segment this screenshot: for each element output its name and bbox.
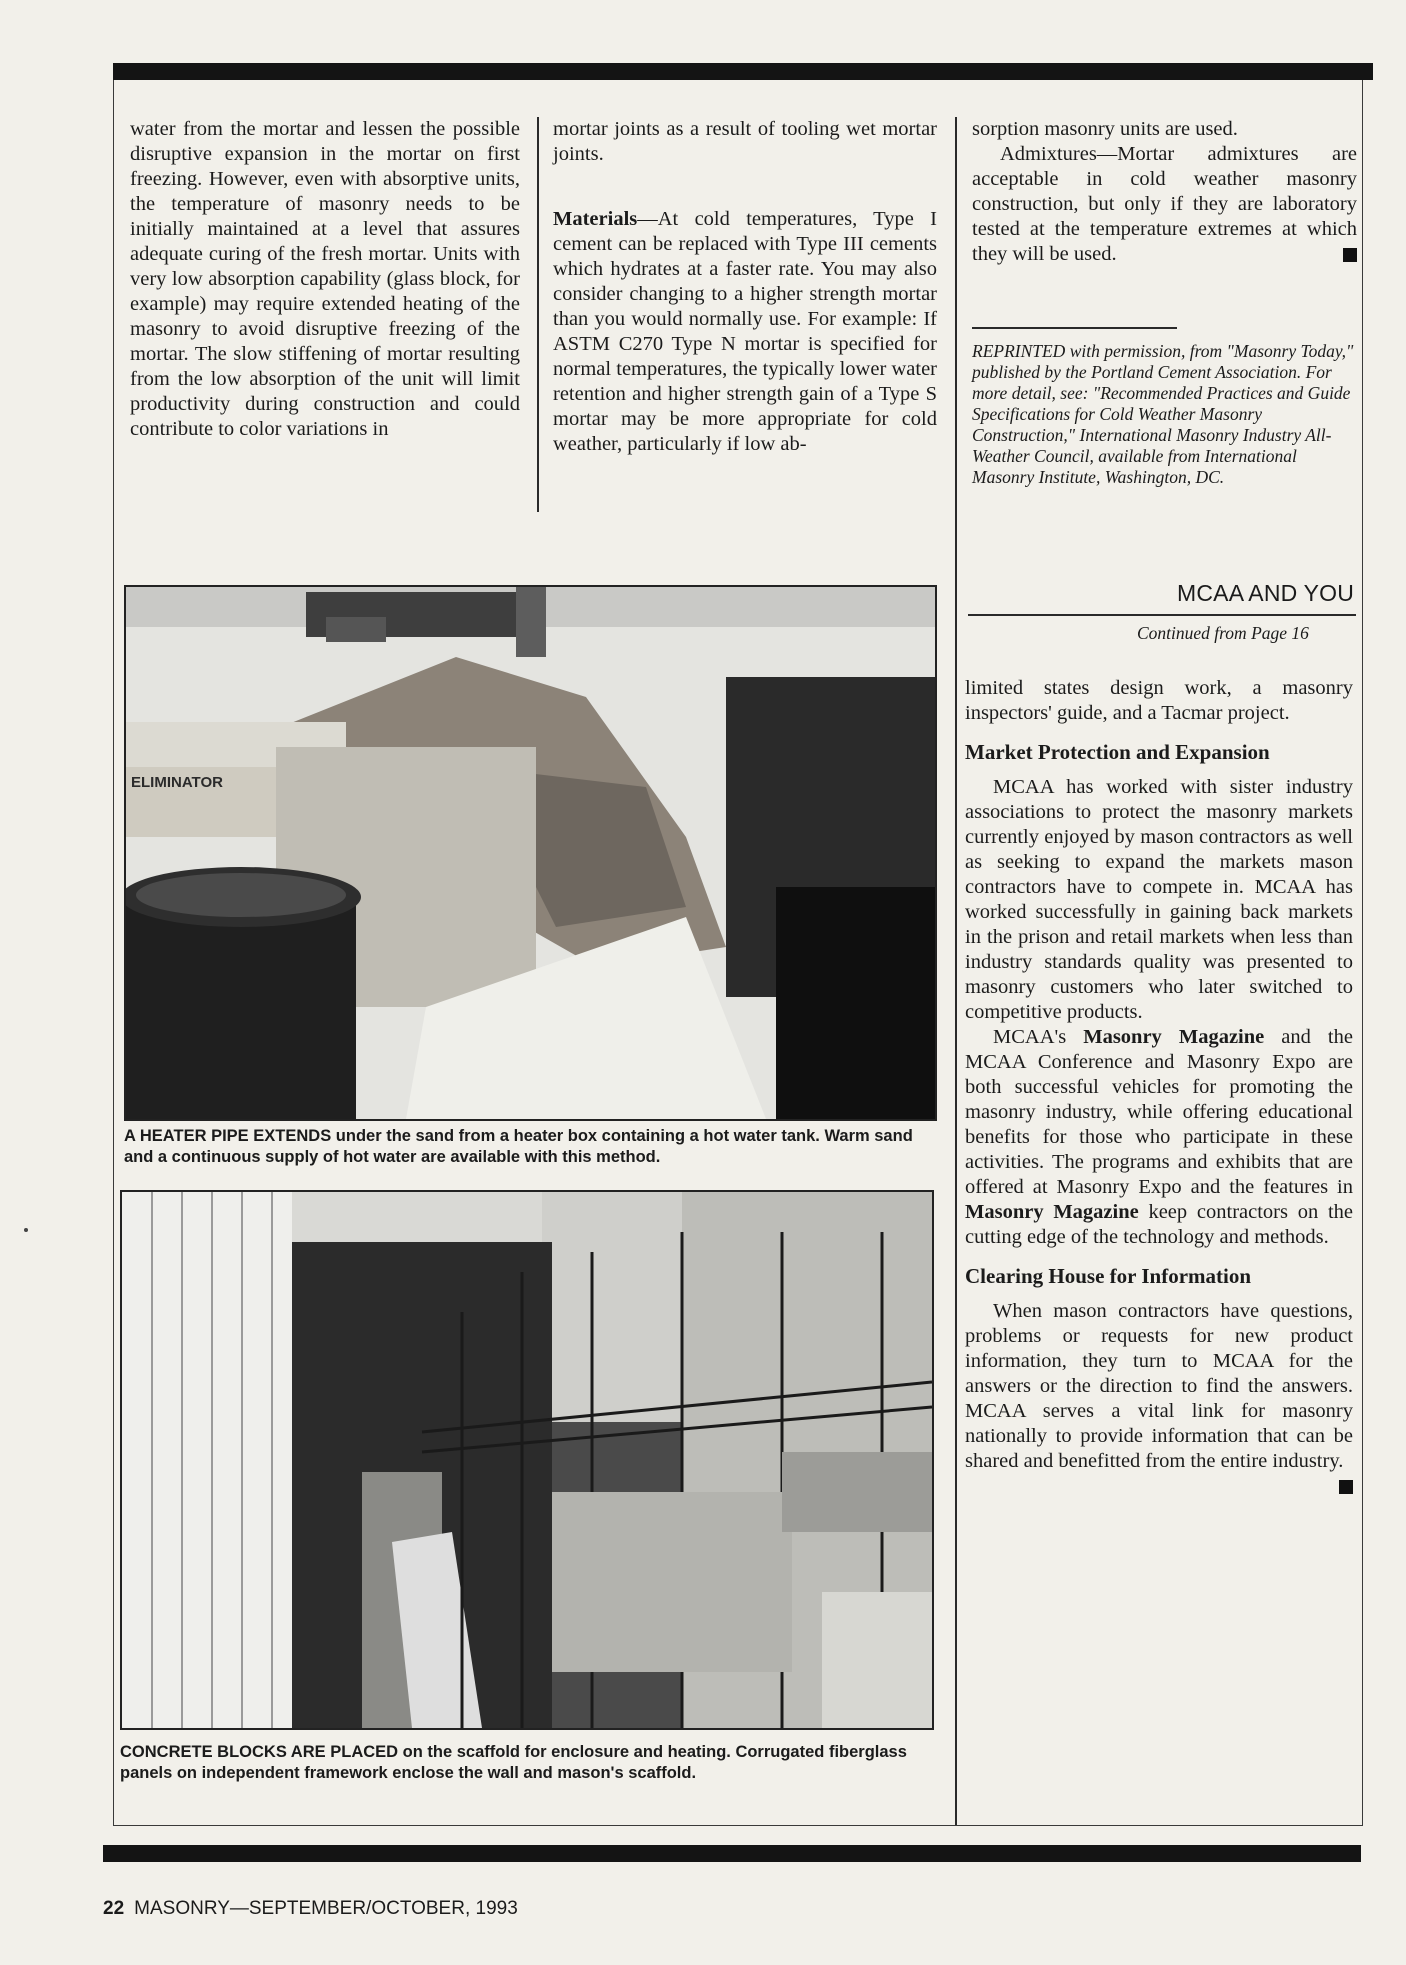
- admixtures-paragraph: [972, 142, 1357, 267]
- section-rule: [968, 614, 1356, 616]
- end-mark-icon: [1343, 248, 1357, 262]
- photo-scaffold-enclosure: [120, 1190, 934, 1730]
- p5-text-c: and the MCAA Conference and Masonry Expo are both successful vehicles for promoting the masonry industry, while offering educational benefits for those who participate in these activities. The programs and exhibits that are offered at Masonry Expo and the features in: [965, 1026, 1353, 1198]
- col1-paragraph: water from the mortar and lessen the possible disruptive expansion in the mortar on first freezing. However, even with absorptive units, the temperature of masonry needs to be initially maintained at a level that assures adequate curing of the fresh mortar. Units with very low absorption capability (glass block, for example) may require extended heating of the masonry to avoid disruptive freezing of the mortar. The slow stiffening of mortar resulting from the low absorption of the unit will limit productivity during construction and could contribute to color variations in: [130, 118, 520, 440]
- page-number: 22: [103, 1898, 125, 1919]
- column-3-top: [972, 117, 1357, 267]
- col3-p5: [965, 1025, 1353, 1250]
- column-divider-1: [537, 117, 539, 512]
- heading-clearing: Clearing House for Information: [965, 1264, 1252, 1288]
- end-mark-icon: [1339, 1480, 1353, 1494]
- page-footer: [103, 1898, 518, 1920]
- issue-line: MASONRY—SEPTEMBER/OCTOBER, 1993: [134, 1898, 518, 1919]
- continued-note: Continued from Page 16: [1137, 623, 1309, 643]
- col3-p6-text: When mason contractors have questions, problems or requests for new product information, they turn to MCAA for the answers or the direction to find the answers. MCAA serves a vital link for masonry nationally to provide information that can be shared and benefitted from the entire industry.: [965, 1300, 1353, 1472]
- column-1: [130, 117, 520, 442]
- col3-p4: MCAA has worked with sister industry associations to protect the masonry markets currently enjoyed by mason contractors as well as seeking to expand the markets mason contractors have to compete in. MCAA has worked successfully in gaining back markets in the prison and retail markets when less than industry standards quality was presented to masonry customers who later switched to competitive products.: [965, 776, 1353, 1023]
- admixtures-text: Admixtures—Mortar admixtures are acceptable in cold weather masonry construction, but only if they are laboratory tested at the temperature extremes at which they will be used.: [972, 143, 1357, 265]
- col3-p1: sorption masonry units are used.: [972, 118, 1238, 140]
- photo-heater-box: [124, 585, 937, 1121]
- print-speck: [24, 1228, 28, 1232]
- materials-text: —At cold temperatures, Type I cement can be replaced with Type III cements which hydrates at a faster rate. You may also consider changing to a higher strength mortar than you would normally use. For example: If ASTM C270 Type N mortar is specified for normal temperatures, the typically lower water retention and higher strength gain of a Type S mortar may be more appropriate for cold weather, particularly if low ab-: [553, 208, 937, 455]
- section-title: MCAA AND YOU: [1177, 580, 1355, 606]
- materials-runin: Materials: [553, 208, 638, 230]
- photo2-caption: CONCRETE BLOCKS ARE PLACED on the scaffold for enclosure and heating. Corrugated fiberglass panels on independent framework enclose the wall and mason's scaffold.: [120, 1743, 907, 1782]
- col3-p3: limited states design work, a masonry inspectors' guide, and a Tacmar project.: [965, 677, 1353, 724]
- heading-market: Market Protection and Expansion: [965, 740, 1270, 764]
- col3-p6: [965, 1299, 1353, 1474]
- materials-paragraph: [553, 207, 937, 457]
- photo1-caption: A HEATER PIPE EXTENDS under the sand from a heater box containing a hot water tank. Warm sand and a continuous supply of hot water are available with this method.: [124, 1127, 913, 1166]
- p5-text-a: MCAA's: [993, 1026, 1084, 1048]
- col2-intro: mortar joints as a result of tooling wet mortar joints.: [553, 118, 937, 165]
- masonry-magazine-1: Masonry Magazine: [1083, 1026, 1265, 1048]
- top-rule: [113, 63, 1373, 80]
- bottom-rule: [103, 1845, 1361, 1862]
- masonry-magazine-2: Masonry Magazine: [965, 1201, 1139, 1223]
- column-divider-2: [955, 117, 957, 1825]
- credit-rule: [972, 327, 1177, 329]
- photo1-sign-text: ELIMINATOR: [131, 774, 223, 791]
- column-3-body: [965, 676, 1353, 1494]
- reprint-credit: REPRINTED with permission, from "Masonry Today," published by the Portland Cement Association. For more detail, see: "Recommended Practices and Guide Specifications for Cold Weather Masonry Construction," International Masonry Industry All-Weather Council, available from International Masonry Institute, Washington, DC.: [972, 341, 1354, 487]
- p5-text-e: keep contractors on the cutting edge of the technology and methods.: [965, 1201, 1353, 1248]
- column-2: [553, 117, 937, 457]
